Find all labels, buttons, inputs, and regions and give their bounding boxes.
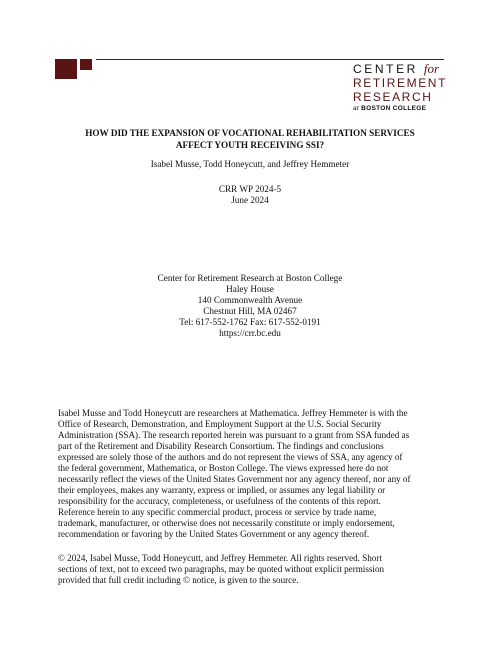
title-line: AFFECT YOUTH RECEIVING SSI? <box>175 140 325 150</box>
address-line: Haley House <box>226 284 274 294</box>
disclaimer-line: expressed are solely those of the authors and do not represent the views of SSA, any agency of <box>58 452 403 462</box>
logo-word-research: RESEARCH <box>353 90 433 104</box>
address-line: 140 Commonwealth Avenue <box>197 295 303 305</box>
disclaimer-line: the federal government, Mathematica, or Boston College. The views expressed here do not <box>58 463 389 473</box>
logo-line-center <box>353 62 449 76</box>
paper-title <box>40 127 460 151</box>
logo-tagline-at: at <box>353 105 360 112</box>
disclaimer-line: their employees, makes any warranty, express or implied, or assumes any legal liability or <box>58 485 386 495</box>
working-paper-number: CRR WP 2024-5 <box>218 184 282 194</box>
author-list: Isabel Musse, Todd Honeycutt, and Jeffrey Hemmeter <box>150 159 350 169</box>
website-url: https://crr.bc.edu <box>219 328 281 338</box>
address-line: Center for Retirement Research at Boston College <box>157 273 343 283</box>
copyright-line: sections of text, not to exceed two paragraphs, may be quoted without explicit permission <box>58 564 385 574</box>
logo-tagline <box>353 104 449 113</box>
logo-word-for: for <box>423 61 440 76</box>
copyright-notice <box>58 553 453 586</box>
address-line: Chestnut Hill, MA 02467 <box>203 306 297 316</box>
logo-word-center: CENTER <box>353 62 418 76</box>
disclaimer-line: Administration (SSA). The research reported herein was pursuant to a grant from SSA funded as <box>58 430 410 440</box>
copyright-line: provided that full credit including © notice, is given to the source. <box>58 575 299 585</box>
disclaimer-line: recommendation or favoring by the United States Government or any agency thereof. <box>58 529 370 539</box>
title-line: HOW DID THE EXPANSION OF VOCATIONAL REHABILITATION SERVICES <box>85 128 415 138</box>
disclaimer-line: Reference herein to any specific commercial product, process or service by trade name, <box>58 507 377 517</box>
copyright-line: © 2024, Isabel Musse, Todd Honeycutt, and Jeffrey Hemmeter. All rights reserved. Short <box>58 553 382 563</box>
logo-square-large <box>55 59 77 79</box>
institution-address <box>40 273 460 339</box>
contact-phone-fax: Tel: 617-552-1762 Fax: 617-552-0191 <box>179 317 321 327</box>
working-paper-info <box>40 184 460 206</box>
disclaimer-line: trademark, manufacturer, or otherwise does not necessarily constitute or imply endorsement, <box>58 518 395 528</box>
disclaimer-line: necessarily reflect the views of the United States Government nor any agency thereof, nor any of <box>58 474 411 484</box>
disclaimer-line: part of the Retirement and Disability Research Consortium. The findings and conclusions <box>58 441 384 451</box>
header-rule <box>96 59 444 60</box>
crr-logo <box>353 62 449 113</box>
logo-tagline-college: BOSTON COLLEGE <box>361 105 427 112</box>
disclaimer-line: Office of Research, Demonstration, and Employment Support at the U.S. Social Security <box>58 419 382 429</box>
logo-square-small <box>80 59 92 70</box>
logo-word-retirement: RETIREMENT <box>353 76 447 90</box>
disclaimer-paragraph <box>58 408 453 540</box>
publication-date: June 2024 <box>231 195 269 205</box>
disclaimer-line: responsibility for the accuracy, completeness, or usefulness of the contents of this report. <box>58 496 381 506</box>
disclaimer-line: Isabel Musse and Todd Honeycutt are researchers at Mathematica. Jeffrey Hemmeter is with the <box>58 408 408 418</box>
